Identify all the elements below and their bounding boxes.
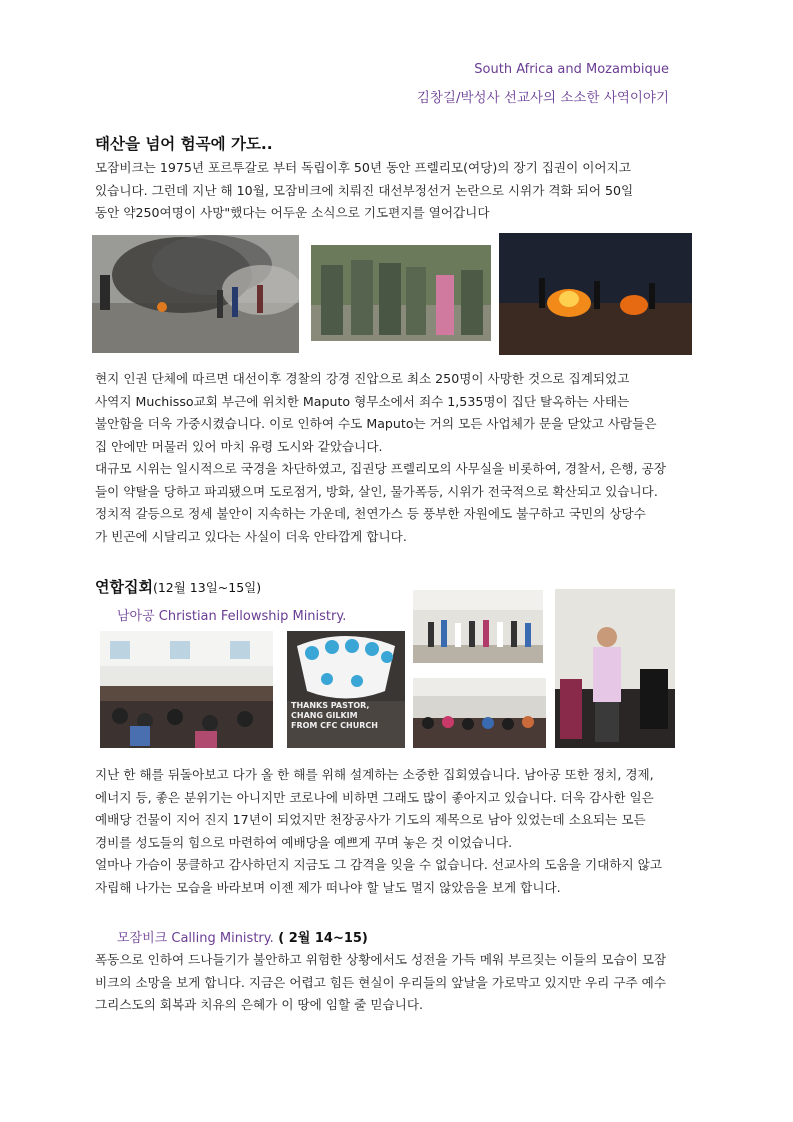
body-line: 가 빈곤에 시달리고 있다는 사실이 더욱 안타깝게 합니다. <box>95 528 407 544</box>
body-line: 얼마나 가슴이 뭉클하고 감사하던지 지금도 그 감격을 잊을 수 없습니다. 선교사의 도움을 기대하지 않고 <box>95 857 662 872</box>
body-line: 정치적 갈등으로 정세 불안이 지속하는 가운데, 천연가스 등 풍부한 자원에도 불구하고 국민의 상당수 <box>95 506 646 521</box>
body-line: 비크의 소망을 보게 합니다. 지금은 어렵고 힘든 현실이 우리들의 앞날을 가로막고 있지만 우리 구주 예수 <box>95 974 667 990</box>
night-fire-protest-photo <box>499 233 692 355</box>
body-line: 예배당 건물이 지어 진지 17년이 되었지만 천장공사가 기도의 제목으로 남아 있었는데 소요되는 모든 <box>95 812 646 827</box>
pastor-preaching-photo <box>555 589 675 748</box>
body-line: 에너지 등, 좋은 분위기는 아니지만 코로나에 비하면 그래도 많이 좋아지고 있습니다. 더욱 감사한 일은 <box>95 789 654 805</box>
body-line: 경비를 성도들의 힘으로 마련하여 예배당을 예쁘게 꾸며 놓은 것 이었습니다. <box>95 834 513 850</box>
section2-body <box>95 764 705 899</box>
section3-dates: ( 2월 14~15) <box>273 931 368 946</box>
section1-body <box>95 368 705 548</box>
body-line: 폭동으로 인하여 드나들기가 불안하고 위험한 상황에서도 성전을 가득 메워 부르짖는 이들의 모습이 모잠 <box>95 952 667 967</box>
church-dancing-group-photo <box>413 590 543 663</box>
armed-police-photo <box>311 245 491 341</box>
congregation-hall-photo <box>100 631 273 748</box>
thank-you-cake-photo <box>287 631 405 748</box>
section3-heading <box>117 927 368 946</box>
section3-body <box>95 949 705 1017</box>
body-line: 사역지 Muchisso교회 부근에 위치한 Maputo 형무소에서 죄수 1,535명이 집단 탈옥하는 사태는 <box>95 393 630 409</box>
section1-title: 태산을 넘어 험곡에 가도.. <box>95 135 273 153</box>
body-line: 자립해 나가는 모습을 바라보며 이젠 제가 떠나야 할 날도 멀지 않았음을 보게 합니다. <box>95 879 561 895</box>
body-line: 들이 약탈을 당하고 파괴됐으며 도로점거, 방화, 살인, 물가폭등, 시위가 전국적으로 확산되고 있습니다. <box>95 483 658 499</box>
body-line: 대규모 시위는 일시적으로 국경을 차단하였고, 집권당 프렐리모의 사무실을 비롯하여, 경찰서, 은행, 공장 <box>95 461 667 476</box>
cake-text-line: FROM CFC CHURCH <box>291 721 378 730</box>
church-worship-photo <box>413 678 546 748</box>
section3-ministry: 모잠비크 Calling Ministry. <box>117 931 274 946</box>
section2-dates: (12월 13일~15일) <box>152 580 262 595</box>
body-line: 그리스도의 회복과 치유의 은혜가 이 땅에 임할 줄 믿습니다. <box>95 997 424 1012</box>
body-line: 불안함을 더욱 가중시켰습니다. 이로 인하여 수도 Maputo는 거의 모든 사업체가 문을 닫았고 사람들은 <box>95 416 657 431</box>
body-line: 현지 인권 단체에 따르면 대선이후 경찰의 강경 진압으로 최소 250명이 사망한 것으로 집계되었고 <box>95 371 630 386</box>
section2-title: 연합집회 <box>95 578 153 596</box>
section1-intro <box>95 157 705 225</box>
header-author: 김창길/박성사 선교사의 소소한 사역이야기 <box>416 90 669 106</box>
intro-line: 있습니다. 그런데 지난 해 10월, 모잠비크에 치뤄진 대선부정선거 논란으로 시위가 격화 되어 50일 <box>95 182 634 198</box>
cake-text-line: CHANG GILKIM <box>291 711 358 720</box>
cake-text-line: THANKS PASTOR, <box>291 701 370 710</box>
section2-ministry: 남아공 Christian Fellowship Ministry. <box>117 609 347 624</box>
intro-line: 동안 약250여명이 사망"했다는 어두운 소식으로 기도편지를 열어갑니다 <box>95 205 490 220</box>
intro-line: 모잠비크는 1975년 포르투갈로 부터 독립이후 50년 동안 프렐리모(여당)의 장기 집권이 이어지고 <box>95 160 631 175</box>
section2-heading <box>95 576 261 597</box>
body-line: 지난 한 해를 뒤돌아보고 다가 올 한 해를 위해 설계하는 소중한 집회였습니다. 남아공 또한 정치, 경제, <box>95 767 654 782</box>
body-line: 집 안에만 머물러 있어 마치 유령 도시와 같았습니다. <box>95 438 383 454</box>
header-region: South Africa and Mozambique <box>474 62 669 77</box>
street-protest-smoke-photo <box>92 235 299 353</box>
